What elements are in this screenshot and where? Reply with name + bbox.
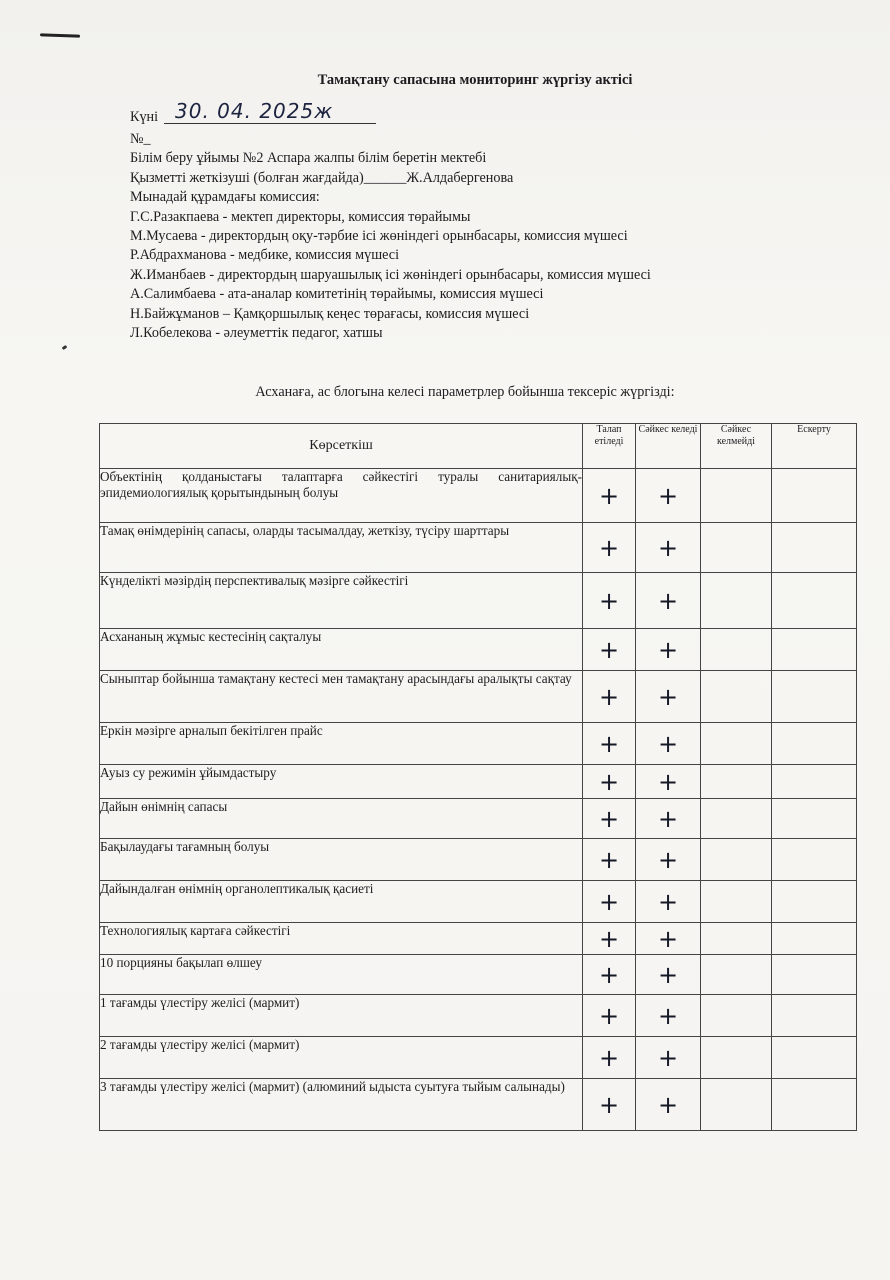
note-cell bbox=[772, 1079, 857, 1131]
compliant-mark: + bbox=[636, 1079, 701, 1131]
compliant-mark: + bbox=[636, 671, 701, 723]
header-line: Р.Абдрахманова - медбике, комиссия мүшесі bbox=[130, 247, 400, 264]
noncompliant-cell bbox=[701, 1037, 772, 1079]
note-cell bbox=[772, 573, 857, 629]
compliant-mark: + bbox=[636, 923, 701, 955]
note-cell bbox=[772, 671, 857, 723]
indicator-cell: Дайындалған өнімнің органолептикалық қасиеті bbox=[100, 881, 583, 923]
note-cell bbox=[772, 799, 857, 839]
date-value: 30. 04. 2025ж bbox=[175, 99, 334, 123]
header-line: Мынадай құрамдағы комиссия: bbox=[130, 189, 320, 206]
compliant-mark: + bbox=[636, 765, 701, 799]
header-required: Талап етіледі bbox=[583, 424, 636, 469]
indicator-cell: Ауыз су режимін ұйымдастыру bbox=[100, 765, 583, 799]
header-lines bbox=[130, 149, 651, 343]
document-title: Тамақтану сапасына мониторинг жүргізу актісі bbox=[317, 72, 633, 88]
table-row bbox=[100, 955, 857, 995]
required-mark: + bbox=[583, 523, 636, 573]
table-header-row bbox=[100, 424, 857, 469]
required-mark: + bbox=[583, 995, 636, 1037]
note-cell bbox=[772, 881, 857, 923]
noncompliant-cell bbox=[701, 995, 772, 1037]
compliant-mark: + bbox=[636, 881, 701, 923]
note-cell bbox=[772, 469, 857, 523]
noncompliant-cell bbox=[701, 523, 772, 573]
required-mark: + bbox=[583, 573, 636, 629]
indicator-cell: Күнделікті мәзірдің перспективалық мәзірге сәйкестігі bbox=[100, 573, 583, 629]
compliant-mark: + bbox=[636, 799, 701, 839]
noncompliant-cell bbox=[701, 839, 772, 881]
inspection-table bbox=[99, 423, 857, 1131]
required-mark: + bbox=[583, 923, 636, 955]
table-row bbox=[100, 573, 857, 629]
table-row bbox=[100, 923, 857, 955]
required-mark: + bbox=[583, 765, 636, 799]
note-cell bbox=[772, 995, 857, 1037]
required-mark: + bbox=[583, 799, 636, 839]
date-line bbox=[130, 99, 651, 130]
table-row bbox=[100, 1079, 857, 1131]
compliant-mark: + bbox=[636, 723, 701, 765]
compliant-mark: + bbox=[636, 995, 701, 1037]
header-note: Ескерту bbox=[772, 424, 857, 469]
noncompliant-cell bbox=[701, 1079, 772, 1131]
table-row bbox=[100, 839, 857, 881]
note-cell bbox=[772, 723, 857, 765]
indicator-cell: 3 тағамды үлестіру желісі (мармит) (алюминий ыдыста суытуға тыйым салынады) bbox=[100, 1079, 583, 1131]
required-mark: + bbox=[583, 1079, 636, 1131]
indicator-cell: 2 тағамды үлестіру желісі (мармит) bbox=[100, 1037, 583, 1079]
table-row bbox=[100, 523, 857, 573]
pen-dot bbox=[62, 345, 68, 350]
header-indicator: Көрсеткіш bbox=[100, 424, 583, 469]
required-mark: + bbox=[583, 955, 636, 995]
noncompliant-cell bbox=[701, 671, 772, 723]
compliant-mark: + bbox=[636, 523, 701, 573]
pen-mark bbox=[40, 33, 80, 37]
header-line: Г.С.Разакпаева - мектеп директоры, комиссия төрайымы bbox=[130, 208, 471, 225]
header-line: Н.Байжұманов – Қамқоршылық кеңес төрағасы, комиссия мүшесі bbox=[130, 305, 530, 322]
table-row bbox=[100, 799, 857, 839]
table-row bbox=[100, 723, 857, 765]
required-mark: + bbox=[583, 629, 636, 671]
header-line: Білім беру ұйымы №2 Аспара жалпы білім беретін мектебі bbox=[130, 150, 487, 167]
table-row bbox=[100, 469, 857, 523]
compliant-mark: + bbox=[636, 839, 701, 881]
noncompliant-cell bbox=[701, 881, 772, 923]
date-underline bbox=[164, 123, 376, 124]
table-row bbox=[100, 765, 857, 799]
required-mark: + bbox=[583, 469, 636, 523]
header-block bbox=[130, 99, 651, 343]
indicator-cell: Тамақ өнімдерінің сапасы, оларды тасымалдау, жеткізу, түсіру шарттары bbox=[100, 523, 583, 573]
table-body bbox=[100, 469, 857, 1131]
noncompliant-cell bbox=[701, 765, 772, 799]
noncompliant-cell bbox=[701, 723, 772, 765]
indicator-cell: Асхананың жұмыс кестесінің сақталуы bbox=[100, 629, 583, 671]
indicator-cell: Объектінің қолданыстағы талаптарға сәйкестігі туралы санитариялық-эпидемиологиялық қорытындының болуы bbox=[100, 469, 583, 523]
indicator-cell: Технологиялық картаға сәйкестігі bbox=[100, 923, 583, 955]
compliant-mark: + bbox=[636, 469, 701, 523]
indicator-cell: 10 порцияны бақылап өлшеу bbox=[100, 955, 583, 995]
noncompliant-cell bbox=[701, 469, 772, 523]
header-noncompliant: Сәйкес келмейді bbox=[701, 424, 772, 469]
indicator-cell: 1 тағамды үлестіру желісі (мармит) bbox=[100, 995, 583, 1037]
compliant-mark: + bbox=[636, 629, 701, 671]
noncompliant-cell bbox=[701, 799, 772, 839]
table-row bbox=[100, 671, 857, 723]
required-mark: + bbox=[583, 881, 636, 923]
header-line: М.Мусаева - директордың оқу-тәрбие ісі жөніндегі орынбасары, комиссия мүшесі bbox=[130, 228, 628, 245]
header-line: А.Салимбаева - ата-аналар комитетінің төрайымы, комиссия мүшесі bbox=[130, 286, 544, 303]
noncompliant-cell bbox=[701, 955, 772, 995]
compliant-mark: + bbox=[636, 955, 701, 995]
header-line: Л.Кобелекова - әлеуметтік педагог, хатшы bbox=[130, 325, 383, 342]
indicator-cell: Дайын өнімнің сапасы bbox=[100, 799, 583, 839]
date-label: Күні bbox=[130, 109, 159, 125]
noncompliant-cell bbox=[701, 923, 772, 955]
table-row bbox=[100, 881, 857, 923]
note-cell bbox=[772, 765, 857, 799]
table-row bbox=[100, 629, 857, 671]
note-cell bbox=[772, 629, 857, 671]
required-mark: + bbox=[583, 671, 636, 723]
intro-text: Асханаға, ас блогына келесі параметрлер бойынша тексеріс жүргізді: bbox=[255, 384, 675, 400]
compliant-mark: + bbox=[636, 1037, 701, 1079]
required-mark: + bbox=[583, 839, 636, 881]
noncompliant-cell bbox=[701, 573, 772, 629]
compliant-mark: + bbox=[636, 573, 701, 629]
note-cell bbox=[772, 1037, 857, 1079]
noncompliant-cell bbox=[701, 629, 772, 671]
note-cell bbox=[772, 955, 857, 995]
table-row bbox=[100, 995, 857, 1037]
table-row bbox=[100, 1037, 857, 1079]
required-mark: + bbox=[583, 1037, 636, 1079]
number-line: №_ bbox=[130, 131, 151, 147]
required-mark: + bbox=[583, 723, 636, 765]
header-line: Ж.Иманбаев - директордың шаруашылық ісі жөніндегі орынбасары, комиссия мүшесі bbox=[130, 266, 651, 283]
indicator-cell: Еркін мәзірге арналып бекітілген прайс bbox=[100, 723, 583, 765]
note-cell bbox=[772, 523, 857, 573]
note-cell bbox=[772, 923, 857, 955]
header-line: Қызметті жеткізуші (болған жағдайда)______Ж.Алдабергенова bbox=[130, 169, 514, 186]
header-compliant: Сәйкес келеді bbox=[636, 424, 701, 469]
indicator-cell: Сыныптар бойынша тамақтану кестесі мен тамақтану арасындағы аралықты сақтау bbox=[100, 671, 583, 723]
indicator-cell: Бақылаудағы тағамның болуы bbox=[100, 839, 583, 881]
note-cell bbox=[772, 839, 857, 881]
